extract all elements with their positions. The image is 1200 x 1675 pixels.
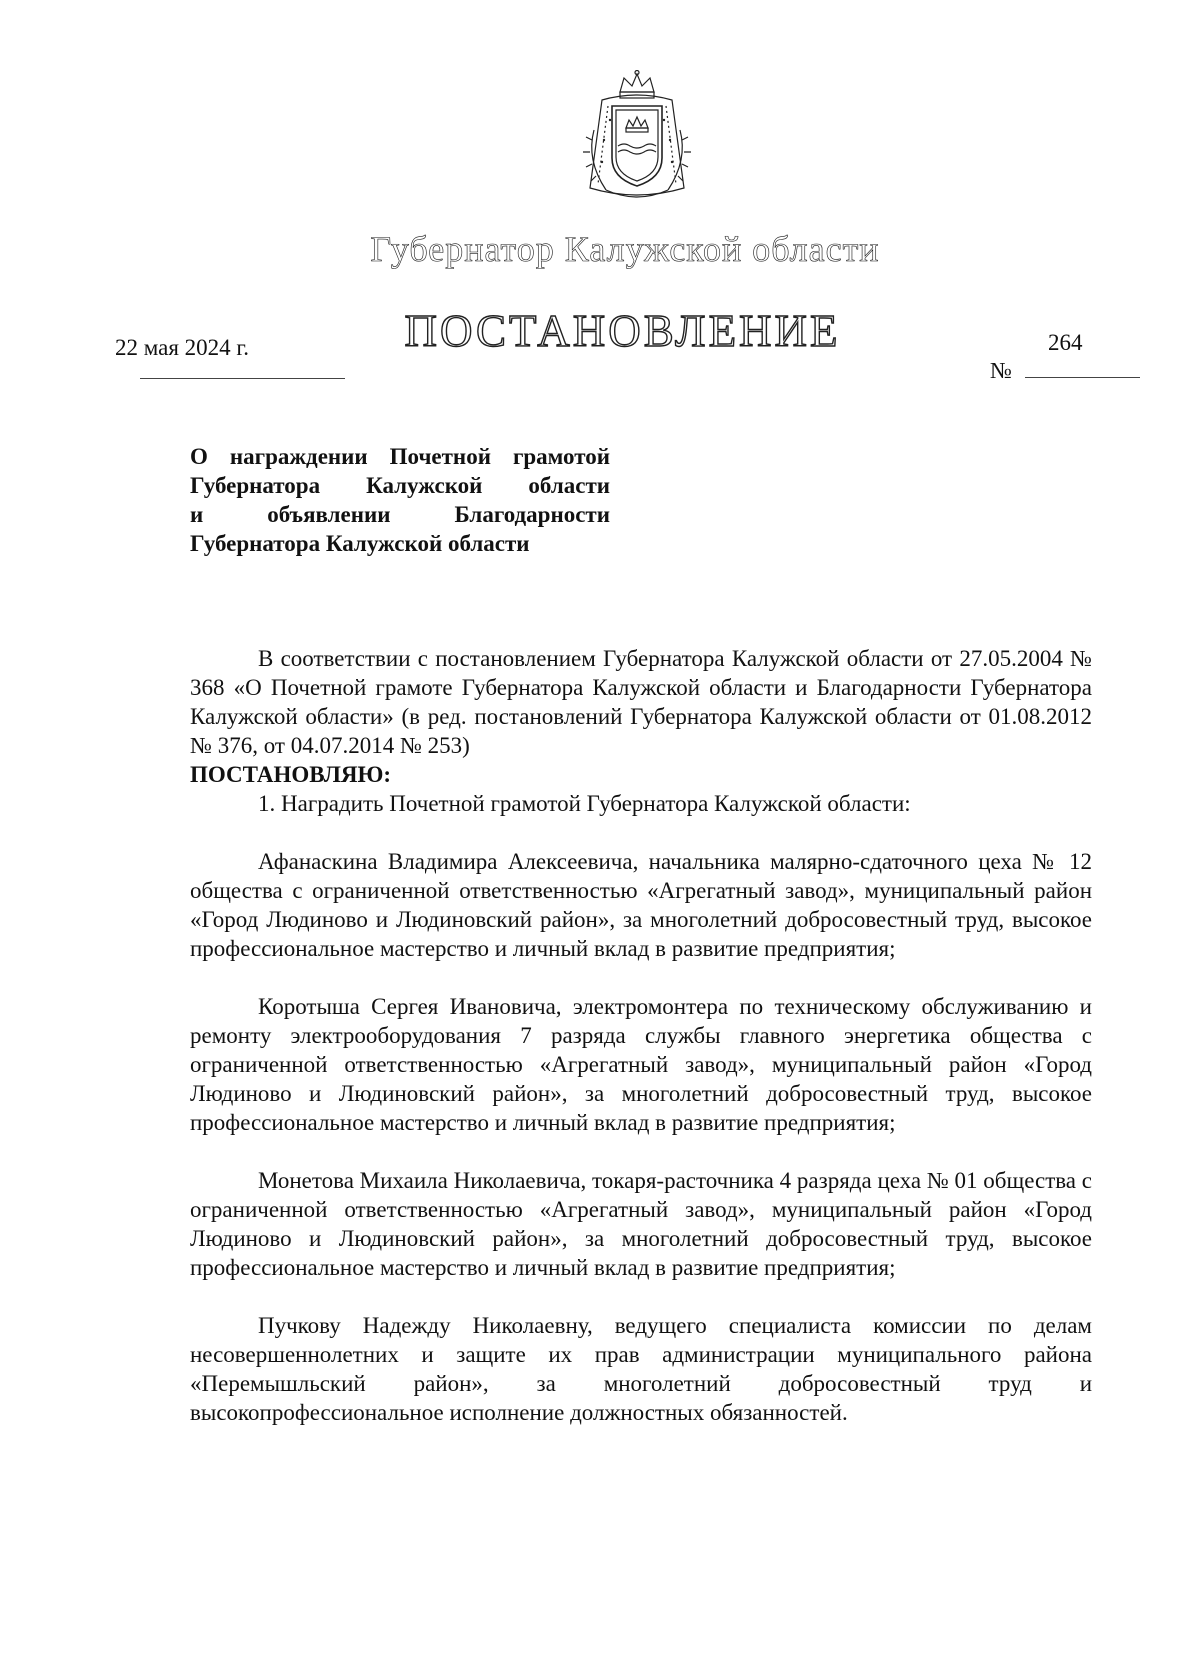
subject-line: О награждении Почетной грамотой — [190, 444, 610, 469]
subject-line: Губернатора Калужской области — [190, 531, 530, 556]
document-body — [190, 644, 1092, 1427]
item-1-paragraph: 1. Наградить Почетной грамотой Губернатора Калужской области: — [258, 791, 911, 816]
date-underline — [140, 378, 345, 379]
document-subject — [190, 442, 610, 558]
subject-line: и объявлении Благодарности — [190, 502, 610, 527]
decree-word: ПОСТАНОВЛЯЮ: — [190, 762, 392, 787]
number-underline — [1025, 377, 1140, 378]
awardee-paragraph: Монетова Михаила Николаевича, токаря-расточника 4 разряда цеха № 01 общества с ограниченной ответственностью «Агрегатный завод», муниципальный район «Город Людиново и Людиновский район», за многолетний добросовестный труд, высокое профессиональное мастерство и личный вклад в развитие предприятия; — [190, 1168, 1092, 1280]
authority-title: Губернатор Калужской области — [370, 229, 880, 269]
document-type-heading: ПОСТАНОВЛЕНИЕ — [404, 306, 841, 356]
document-number: 264 — [1048, 330, 1083, 355]
document-date: 22 мая 2024 г. — [115, 335, 250, 360]
preamble-paragraph: В соответствии с постановлением Губернатора Калужской области от 27.05.2004 № 368 «О Почетной грамоте Губернатора Калужской области и Благодарности Губернатора Калужской области» (в ред. постановлений Губернатора Калужской области от 01.08.2012 № 376, от 04.07.2014 № 253) — [190, 646, 1092, 758]
awardee-paragraph: Афанаскина Владимира Алексеевича, начальника малярно-сдаточного цеха № 12 общества с ограниченной ответственностью «Агрегатный завод», муниципальный район «Город Людиново и Людиновский район», за многолетний добросовестный труд, высокое профессиональное мастерство и личный вклад в развитие предприятия; — [190, 849, 1092, 961]
kaluga-coat-of-arms-icon — [580, 70, 695, 205]
number-label: № — [990, 358, 1012, 383]
subject-line: Губернатора Калужской области — [190, 473, 610, 498]
awardee-paragraph: Коротыша Сергея Ивановича, электромонтера по техническому обслуживанию и ремонту электрооборудования 7 разряда службы главного энергетика общества с ограниченной ответственностью «Агрегатный завод», муниципальный район «Город Людиново и Людиновский район», за многолетний добросовестный труд, высокое профессиональное мастерство и личный вклад в развитие предприятия; — [190, 994, 1092, 1135]
awardee-paragraph: Пучкову Надежду Николаевну, ведущего специалиста комиссии по делам несовершеннолетних и защите их прав администрации муниципального района «Перемышльский район», за многолетний добросовестный труд и высокопрофессиональное исполнение должностных обязанностей. — [190, 1313, 1092, 1425]
